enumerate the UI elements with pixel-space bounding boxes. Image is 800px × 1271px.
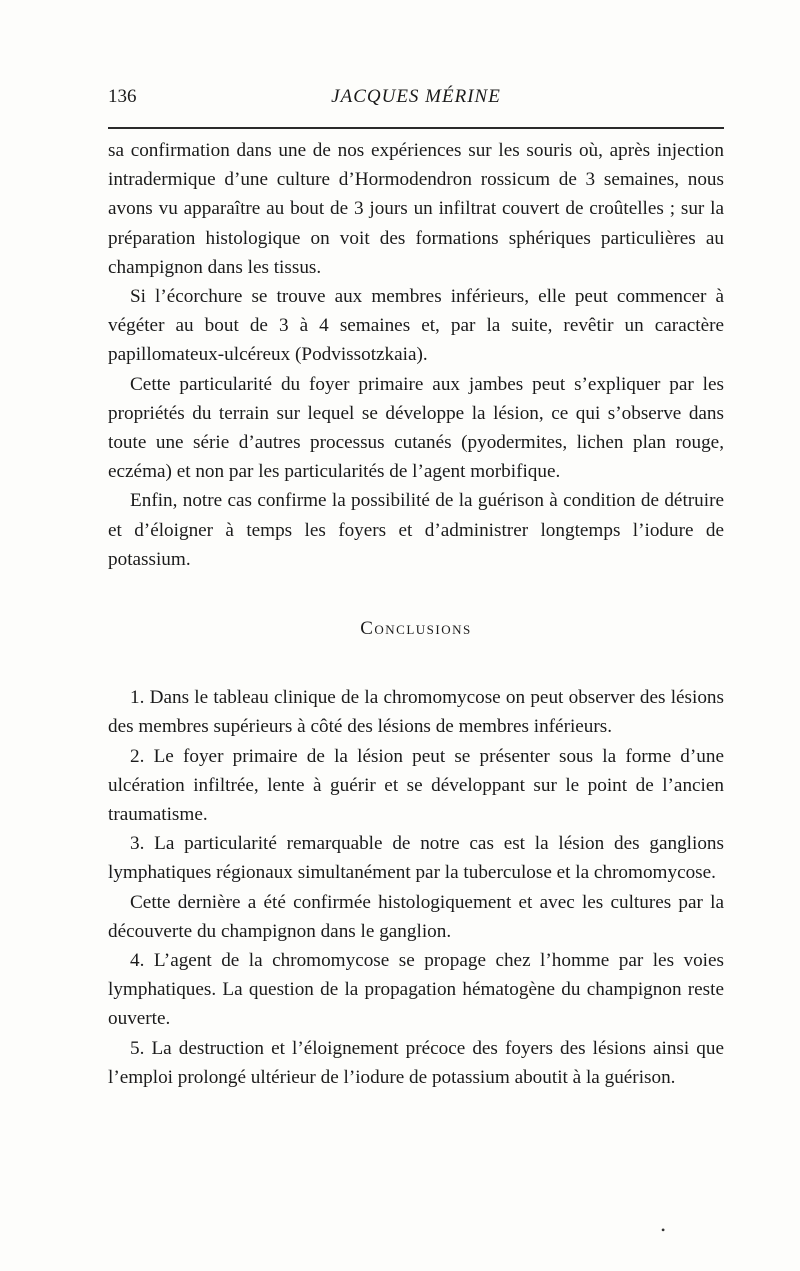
conclusion-item-5: 5. La destruction et l’éloignement précoce des foyers des lésions ainsi que l’emploi prolongé ultérieur de l’iodure de potassium aboutit à la guérison. [108,1037,724,1088]
body-text [108,136,724,1092]
conclusion-item-2: 2. Le foyer primaire de la lésion peut se présenter sous la forme d’une ulcération infiltrée, lente à guérir et se développant sur le point de l’ancien traumatisme. [108,745,724,826]
page-number: 136 [108,86,137,107]
paragraph-particularity: Cette particularité du foyer primaire aux jambes peut s’expliquer par les propriétés du terrain sur lequel se développe la lésion, ce qui s’observe dans toute une série d’autres processus cutanés (pyodermites, lichen plan rouge, eczéma) et non par les particularités de l’agent morbifique. [108,373,724,483]
conclusion-item-3-continuation: Cette dernière a été confirmée histologiquement et avec les cultures par la découverte du champignon dans le ganglion. [108,891,724,942]
running-head [108,86,724,114]
paragraph-continuation: sa confirmation dans une de nos expériences sur les souris où, après injection intradermique d’une culture d’Hormodendron rossicum de 3 semaines, nous avons vu apparaître au bout de 3 jours un infiltrat couvert de croûtelles ; sur la préparation histologique on voit des formations sphériques particulières au champignon dans les tissus. [108,140,724,278]
paragraph-recovery: Enfin, notre cas confirme la possibilité de la guérison à condition de détruire et d’éloigner à temps les foyers et d’administrer longtemps l’iodure de potassium. [108,490,724,570]
running-title: JACQUES MÉRINE [331,86,501,107]
ink-speck: • [661,1223,666,1237]
header-rule [108,127,724,129]
conclusion-item-3: 3. La particularité remarquable de notre cas est la lésion des ganglions lymphatiques régionaux simultanément par la tuberculose et la chromomycose. [108,833,724,884]
conclusions-heading: Conclusions [360,618,472,640]
paragraph-lower-limbs: Si l’écorchure se trouve aux membres inférieurs, elle peut commencer à végéter au bout de 3 à 4 semaines et, par la suite, revêtir un caractère papillomateux-ulcéreux (Podvissotzkaia). [108,286,724,366]
conclusion-item-1: 1. Dans le tableau clinique de la chromomycose on peut observer des lésions des membres supérieurs à côté des lésions de membres inférieurs. [108,687,724,738]
conclusion-item-4: 4. L’agent de la chromomycose se propage chez l’homme par les voies lymphatiques. La question de la propagation hématogène du champignon reste ouverte. [108,950,724,1030]
